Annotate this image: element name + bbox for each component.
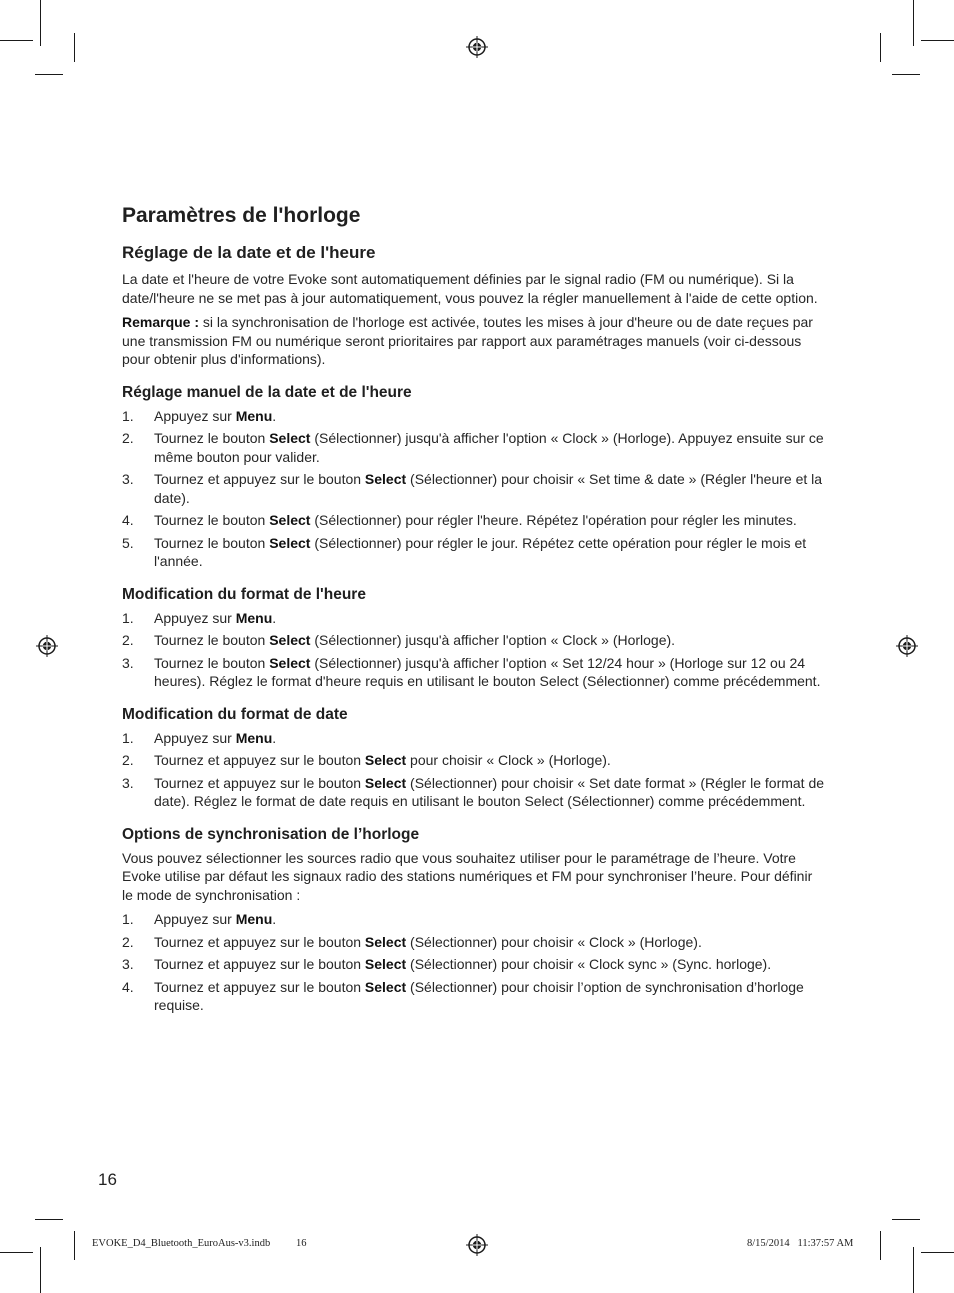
step-text: Appuyez sur xyxy=(154,407,236,424)
step-number: 5. xyxy=(122,534,134,551)
step-text: Tournez le bouton xyxy=(154,534,270,551)
crop-mark xyxy=(892,74,920,75)
step-text: Appuyez sur xyxy=(154,729,236,746)
step-keyword: Select xyxy=(269,534,311,551)
crop-mark xyxy=(0,1252,33,1253)
step-keyword: Select xyxy=(364,471,407,487)
step-number: 2. xyxy=(122,430,134,446)
list-item xyxy=(122,631,827,650)
page-title: Paramètres de l'horloge xyxy=(122,204,361,227)
manual-steps xyxy=(122,407,827,571)
list-item xyxy=(122,774,827,811)
step-text: Appuyez sur xyxy=(154,609,236,626)
time-format-heading: Modification du format de l'heure xyxy=(122,585,366,603)
step-keyword: Select xyxy=(269,632,311,648)
crop-mark xyxy=(880,1231,881,1260)
crop-mark xyxy=(40,1247,41,1293)
list-item xyxy=(122,470,827,507)
note-paragraph xyxy=(122,313,827,369)
step-text: Tournez et appuyez sur le bouton xyxy=(154,956,365,972)
step-text: (Sélectionner) pour choisir l’option de synchronisation d’horloge requise. xyxy=(154,978,804,1013)
crop-mark xyxy=(0,40,33,41)
step-text: Tournez et appuyez sur le bouton xyxy=(154,752,365,768)
list-item xyxy=(122,955,827,974)
step-text: . xyxy=(272,407,277,424)
crop-mark xyxy=(40,0,41,46)
page-number: 16 xyxy=(98,1170,117,1189)
note-label: Remarque : xyxy=(122,314,200,330)
step-keyword: Select xyxy=(364,933,407,950)
list-item xyxy=(122,933,827,952)
intro-paragraph: La date et l'heure de votre Evoke sont automatiquement définies par le signal radio (FM ou numérique). Si la date/l'heure ne se met pas à jour automatiquement, vous pouvez la régler manuellement à l'aide de cette option. xyxy=(122,271,818,306)
sync-steps xyxy=(122,910,827,1015)
step-number: 4. xyxy=(122,978,134,995)
page-content xyxy=(122,203,827,1019)
list-item xyxy=(122,978,827,1015)
list-item xyxy=(122,534,827,571)
step-number: 2. xyxy=(122,933,134,950)
manual-heading: Réglage manuel de la date et de l'heure xyxy=(122,383,412,401)
sync-heading: Options de synchronisation de l’horloge xyxy=(122,825,420,843)
crop-mark xyxy=(35,74,63,75)
registration-mark-icon xyxy=(896,635,918,657)
step-number: 1. xyxy=(122,407,134,424)
step-text: . xyxy=(272,729,277,746)
step-text: (Sélectionner) pour régler le jour. Répétez cette opération pour régler le mois et l'année. xyxy=(154,534,807,569)
step-number: 3. xyxy=(122,774,134,791)
step-keyword: Menu xyxy=(235,729,273,746)
step-text: (Sélectionner) pour choisir « Set time & date » (Régler l'heure et la date). xyxy=(154,471,823,506)
step-keyword: Select xyxy=(269,654,311,671)
crop-mark xyxy=(35,1219,63,1220)
step-keyword: Select xyxy=(269,430,311,446)
step-text: pour choisir « Clock » (Horloge). xyxy=(406,752,611,768)
list-item xyxy=(122,407,827,426)
step-number: 1. xyxy=(122,729,134,746)
step-text: Tournez et appuyez sur le bouton xyxy=(154,774,365,791)
step-text: (Sélectionner) pour choisir « Clock sync » (Sync. horloge). xyxy=(406,956,772,972)
list-item xyxy=(122,609,827,628)
slug-page: 16 xyxy=(296,1238,307,1249)
step-text: (Sélectionner) jusqu'à afficher l'option « Clock » (Horloge). Appuyez ensuite sur ce même bouton pour valider. xyxy=(154,430,824,465)
slug-filename: EVOKE_D4_Bluetooth_EuroAus-v3.indb xyxy=(92,1238,271,1249)
step-text: Tournez le bouton xyxy=(154,632,270,648)
step-keyword: Menu xyxy=(235,911,273,927)
step-text: Tournez le bouton xyxy=(154,430,270,446)
slug-timestamp: 8/15/2014 11:37:57 AM xyxy=(747,1238,854,1249)
step-text: (Sélectionner) jusqu'à afficher l'option « Set 12/24 hour » (Horloge sur 12 ou 24 heures). Réglez le format d'heure requis en utilisant le bouton Select (Sélectionner) comme précédemment. xyxy=(154,654,821,689)
registration-mark-icon xyxy=(466,1234,488,1256)
step-keyword: Select xyxy=(364,956,407,972)
crop-mark xyxy=(921,1252,954,1253)
registration-mark-icon xyxy=(466,36,488,58)
crop-mark xyxy=(921,40,954,41)
crop-mark xyxy=(913,1247,914,1293)
step-text: Tournez et appuyez sur le bouton xyxy=(154,933,365,950)
step-keyword: Select xyxy=(364,978,407,995)
crop-mark xyxy=(74,33,75,62)
crop-mark xyxy=(74,1231,75,1260)
step-text: Appuyez sur xyxy=(154,911,236,927)
crop-mark xyxy=(892,1219,920,1220)
step-keyword: Select xyxy=(364,752,407,768)
step-text: Tournez et appuyez sur le bouton xyxy=(154,978,365,995)
step-text: (Sélectionner) pour régler l'heure. Répétez l'opération pour régler les minutes. xyxy=(310,512,797,528)
list-item xyxy=(122,429,827,466)
list-item xyxy=(122,751,827,770)
date-format-steps xyxy=(122,729,827,811)
step-text: Tournez et appuyez sur le bouton xyxy=(154,471,365,487)
time-format-steps xyxy=(122,609,827,691)
registration-mark-icon xyxy=(36,635,58,657)
step-text: . xyxy=(272,609,277,626)
list-item xyxy=(122,511,827,530)
step-text: . xyxy=(272,911,277,927)
step-number: 3. xyxy=(122,956,134,972)
step-keyword: Select xyxy=(364,774,407,791)
step-keyword: Select xyxy=(269,512,311,528)
sync-intro: Vous pouvez sélectionner les sources radio que vous souhaitez utiliser pour le paramétrage de l’heure. Votre Evoke utilise par défaut les signaux radio des stations numériques et FM pour synchroniser l’heure. Pour définir le mode de synchronisation : xyxy=(122,849,813,903)
step-number: 2. xyxy=(122,752,134,768)
step-number: 2. xyxy=(122,632,134,648)
step-number: 4. xyxy=(122,512,134,528)
date-format-heading: Modification du format de date xyxy=(122,705,348,723)
step-text: Tournez le bouton xyxy=(154,512,270,528)
step-text: (Sélectionner) pour choisir « Clock » (Horloge). xyxy=(406,933,702,950)
step-number: 3. xyxy=(122,471,134,487)
note-text: si la synchronisation de l'horloge est activée, toutes les mises à jour d'heure ou de date reçues par une transmission FM ou numérique seront prioritaires par rapport aux paramétrages manuels (voir ci-dessous pour obtenir plus d'informations). xyxy=(122,314,813,367)
list-item xyxy=(122,729,827,748)
step-number: 1. xyxy=(122,911,134,927)
step-number: 3. xyxy=(122,654,134,671)
step-text: (Sélectionner) pour choisir « Set date format » (Régler le format de date). Réglez le format de date requis en utilisant le bouton Select (Sélectionner) comme précédemment. xyxy=(154,774,825,809)
list-item xyxy=(122,654,827,691)
step-keyword: Menu xyxy=(235,609,273,626)
crop-mark xyxy=(913,0,914,46)
step-text: Tournez le bouton xyxy=(154,654,270,671)
list-item xyxy=(122,910,827,929)
step-number: 1. xyxy=(122,609,134,626)
crop-mark xyxy=(880,33,881,62)
step-keyword: Menu xyxy=(235,407,273,424)
step-text: (Sélectionner) jusqu'à afficher l'option « Clock » (Horloge). xyxy=(310,632,676,648)
section-heading: Réglage de la date et de l'heure xyxy=(122,243,376,262)
